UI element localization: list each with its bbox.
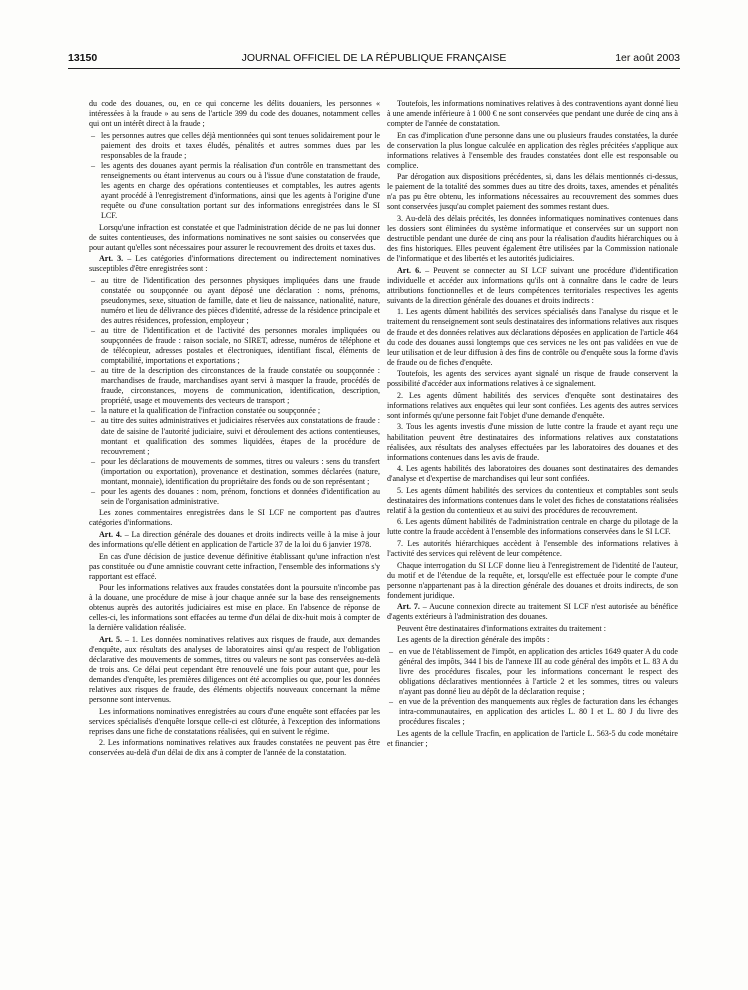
article-7	[387, 602, 678, 622]
article-text: – Peuvent se connecter au SI LCF suivant une procédure d'identification individuelle et accéder aux informations qu'ils ont à connaître dans le cadre de leurs attributions fonctionnelles et de leurs compétences territoriales respectives les agents suivants de la direction générale des douanes et droits indirects :	[387, 265, 678, 305]
article-label: Art. 7.	[397, 602, 420, 612]
right-column	[387, 99, 678, 979]
paragraph: Peuvent être destinataires d'informations extraites du traitement :	[397, 623, 607, 633]
paragraph: 2. Les agents dûment habilités des services d'enquête sont destinataires des informations relatives aux enquêtes qui leur sont confiées. Les agents des autres services sont informés qu'une personne fait l'objet d'une demande d'enquête.	[387, 390, 678, 420]
article-label: Art. 4.	[99, 529, 122, 539]
article-6	[387, 266, 678, 306]
paragraph: En cas d'implication d'une personne dans une ou plusieurs fraudes constatées, la durée de conservation la plus longue calculée en application des règles précitées s'applique aux informations relatives à l'ensemble des fraudes constatées dont elle est responsable ou complice.	[387, 130, 678, 170]
paragraph: En cas d'une décision de justice devenue définitive établissant qu'une infraction n'est pas constituée ou d'une amnistie couvrant cette infraction, l'ensemble des informations s'y rapportant est effacé.	[89, 551, 380, 581]
list-item: – au titre de la description des circonstances de la fraude constatée ou soupçonnée : marchandises de fraude, marchandises ayant servi à masquer la fraude, procédés de fraude, circonstances, moyens de communication, identification, description, propriété, usage et mouvements des vecteurs de transport ;	[89, 366, 380, 406]
left-column	[89, 99, 380, 979]
list-item: – les agents des douanes ayant permis la réalisation d'un contrôle en transmettant des renseignements ou étant intervenus au cours ou à l'issue d'une constatation de fraude, les agents en charge des opérations contentieuses et comptables, les autres agents ayant procédé à l'enregistrement d'informations, ainsi que les agents à l'origine d'une requête ou d'une consultation portant sur des informations enregistrées dans le SI LCF.	[89, 161, 380, 221]
article-3	[89, 254, 380, 274]
paragraph: 3. Au-delà des délais précités, les données informatiques nominatives contenues dans les dossiers sont éliminées du système informatique et conservées sur un support non destructible pendant une durée de cinq ans pour la réalisation d'audits hiérarchiques ou à des fins historiques. Elles peuvent également être utilisées par la Commission nationale de l'informatique et des libertés et les autorités judiciaires.	[387, 214, 678, 264]
list-item: – pour les agents des douanes : nom, prénom, fonctions et données d'identification au sein de l'organisation administrative.	[89, 487, 380, 507]
list-item: – au titre de l'identification des personnes physiques impliquées dans une fraude constatée ou soupçonnée ou ayant déposé une déclaration : noms, prénoms, pseudonymes, sexe, situation de famille, date et lieu de naissance, nationalité, nature, numéro et lieu de délivrance des pièces d'identité, adresse de la résidence principale et des autres résidences, profession, employeur ;	[89, 276, 380, 326]
journal-title: JOURNAL OFFICIEL DE LA RÉPUBLIQUE FRANÇAISE	[241, 52, 507, 64]
article-5	[89, 635, 380, 705]
bullet-list	[89, 276, 380, 507]
bullet-list	[387, 647, 678, 727]
publication-date: 1er août 2003	[615, 52, 680, 64]
bullet-list	[89, 131, 380, 221]
paragraph: Les zones commentaires enregistrées dans le SI LCF ne comportent pas d'autres catégories d'informations.	[89, 508, 380, 528]
article-label: Art. 6.	[397, 265, 422, 275]
paragraph: Par dérogation aux dispositions précédentes, si, dans les délais mentionnés ci-dessus, le paiement de la totalité des sommes dues au titre des droits, taxes, amendes et pénalités n'a pas pu être obtenu, les informations nécessaires au recouvrement des sommes dues sont conservées jusqu'au complet paiement des sommes restant dues.	[387, 172, 678, 212]
paragraph: 7. Les autorités hiérarchiques accèdent à l'ensemble des informations relatives à l'activité des services qui relèvent de leur compétence.	[387, 538, 678, 559]
paragraph: Toutefois, les informations nominatives relatives à des contraventions ayant donné lieu à une amende inférieure à 1 000 € ne sont conservées que pendant une durée de cinq ans à compter de l'année de constatation.	[387, 99, 678, 129]
paragraph: 5. Les agents dûment habilités des services du contentieux et comptables sont seuls destinataires des informations contenues dans le volet des fiches de constatations réalisées relatif à la gestion du contentieux et au suivi des procédures de recouvrement.	[387, 485, 678, 515]
article-label: Art. 5.	[99, 634, 123, 644]
paragraph: du code des douanes, ou, en ce qui concerne les délits douaniers, les personnes « intéressées à la fraude » au sens de l'article 399 du code des douanes, notamment celles qui ont un intérêt direct à la fraude ;	[89, 99, 380, 129]
list-item: – la nature et la qualification de l'infraction constatée ou soupçonnée ;	[89, 406, 380, 416]
paragraph: Les agents de la direction générale des impôts :	[397, 635, 550, 645]
list-item: – les personnes autres que celles déjà mentionnées qui sont tenues solidairement pour le paiement des droits et taxes éludés, pénalités et autres sommes dues par les responsables de la fraude ;	[89, 131, 380, 161]
paragraph: 4. Les agents habilités des laboratoires des douanes sont destinataires des demandes d'analyse et d'expertise de marchandises qui leur sont confiées.	[387, 464, 678, 484]
paragraph: Pour les informations relatives aux fraudes constatées dont la poursuite n'incombe pas à la douane, une procédure de mise à jour chaque année sur la base des renseignements obtenus auprès des autorités judiciaires est mise en place. En l'absence de réponse de celles-ci, les informations sont effacées au terme d'un délai de dix-huit mois à compter de la dernière validation réalisée.	[89, 583, 380, 633]
paragraph: Lorsqu'une infraction est constatée et que l'administration décide de ne pas lui donner de suites contentieuses, des informations nominatives ne sont saisies ou conservées que pour autant qu'elles sont nécessaires pour assurer le recouvrement des droits et taxes dus.	[89, 222, 380, 252]
article-label: Art. 3.	[99, 254, 124, 264]
list-item: – en vue de la prévention des manquements aux règles de facturation dans les échanges intra-communautaires, en application des articles L. 80 I et L. 80 J du livre des procédures fiscales ;	[387, 697, 678, 727]
article-text: – Les catégories d'informations directement ou indirectement nominatives susceptibles d'être enregistrées sont :	[89, 254, 380, 274]
paragraph: 6. Les agents dûment habilités de l'administration centrale en charge du pilotage de la lutte contre la fraude accèdent à l'ensemble des informations conservées dans le SI LCF.	[387, 517, 678, 537]
list-item: – au titre des suites administratives et judiciaires réservées aux constatations de fraude : date de saisine de l'autorité judiciaire, suivi et déroulement des actions contentieuses, montant et qualification des sommes liquidées, étapes de la procédure de recouvrement ;	[89, 416, 380, 456]
list-item: – pour les déclarations de mouvements de sommes, titres ou valeurs : sens du transfert (importation ou exportation), provenance et destination, sommes déclarées (nature, montant, monnaie), identification du propriétaire des fonds ou de son représentant ;	[89, 457, 380, 487]
paragraph: Toutefois, les agents des services ayant signalé un risque de fraude conservent la possibilité d'accéder aux informations relatives à ce signalement.	[387, 369, 678, 389]
paragraph: Les agents de la cellule Tracfin, en application de l'article L. 563-5 du code monétaire et financier ;	[387, 728, 678, 748]
article-text: – La direction générale des douanes et droits indirects veille à la mise à jour des informations qu'elle détient en application de l'article 37 de la loi du 6 janvier 1978.	[89, 529, 380, 550]
paragraph: 1. Les agents dûment habilités des services spécialisés dans l'analyse du risque et le traitement du renseignement sont seuls destinataires des informations relatives aux risques de fraude et des données relatives aux déclarations déposées en application de l'article 464 du code des douanes aussi longtemps que ces services ne les ont pas validées en vue de leur utilisation et de leur diffusion à des fins de contrôle ou d'enquête sous la forme d'avis de fraude ou de fiches d'enquête.	[387, 307, 678, 367]
paragraph: Les informations nominatives enregistrées au cours d'une enquête sont effacées par les services spécialisés d'enquête lorsque celle-ci est clôturée, à l'exception des informations reprises dans une fiche de constatations réalisées, qui en suivent le régime.	[89, 706, 380, 736]
page-number: 13150	[68, 52, 98, 64]
list-item: – en vue de l'établissement de l'impôt, en application des articles 1649 quater A du code général des impôts, 344 I bis de l'annexe III au code général des impôts et L. 83 A du livre des procédures fiscales, pour les informations concernant le respect des obligations déclaratives mentionnées à l'article 2 et les sommes, titres ou valeurs n'ayant pas donné lieu au dépôt de la déclaration requise ;	[387, 647, 678, 697]
paragraph: 3. Tous les agents investis d'une mission de lutte contre la fraude et ayant reçu une habilitation peuvent être destinataires des informations relatives aux constatations réalisées, aux résultats des analyses effectuées par les laboratoires des douanes et des informations contenues dans les avis de fraude.	[387, 422, 678, 462]
article-text: – Aucune connexion directe au traitement SI LCF n'est autorisée au bénéfice d'agents extérieurs à l'administration des douanes.	[387, 602, 678, 622]
article-text: – 1. Les données nominatives relatives aux risques de fraude, aux demandes d'enquête, aux résultats des analyses de laboratoires ainsi qu'au respect de l'obligation déclarative des mouvements de sommes, titres ou valeurs ne sont pas conservées au-delà de trois ans. Ce délai peut cependant être renouvelé une fois pour autant que, pour les demandes d'enquête, les premières diligences ont été accomplies ou que, pour les données relatives aux risques de fraude, des éléments objectifs nouveaux concernant la même personne sont intervenus.	[89, 634, 380, 705]
paragraph: 2. Les informations nominatives relatives aux fraudes constatées ne peuvent pas être conservées au-delà d'un délai de dix ans à compter de l'année de la constatation.	[89, 738, 380, 758]
page-header	[68, 52, 680, 69]
list-item: – au titre de l'identification et de l'activité des personnes morales impliquées ou soupçonnées de fraude : raison sociale, no SIRET, adresse, numéros de téléphone et de télécopieur, adresses postales et électroniques, identifiant fiscal, éléments de comptabilité, importations et exportations ;	[89, 326, 380, 366]
paragraph: Chaque interrogation du SI LCF donne lieu à l'enregistrement de l'identité de l'auteur, du motif et de l'étendue de la requête, et, lorsqu'elle est effectuée pour le compte d'une personne n'appartenant pas à la direction générale des douanes et droits indirects, de son fondement juridique.	[387, 560, 678, 600]
article-4	[89, 530, 380, 550]
